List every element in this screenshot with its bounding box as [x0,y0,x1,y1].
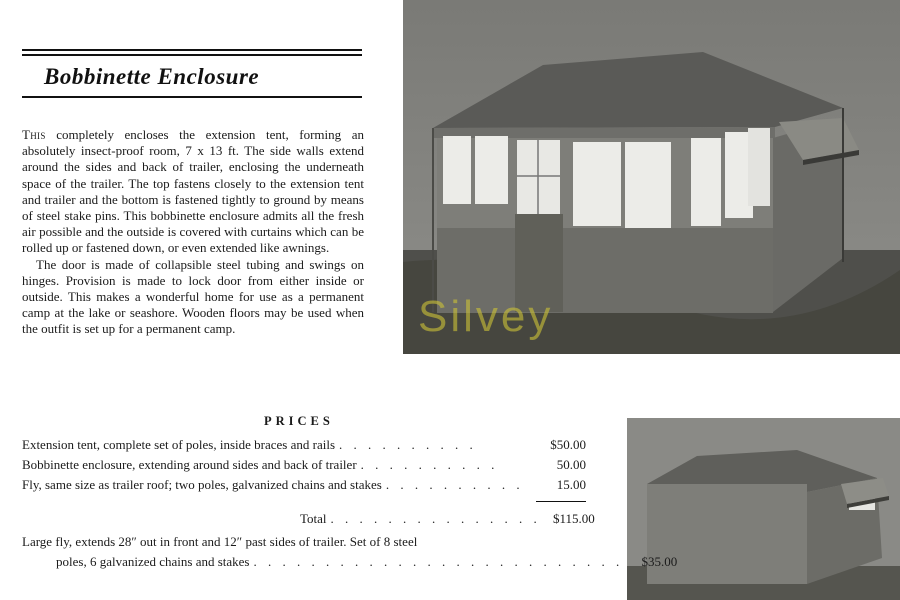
total-price: $115.00 [553,511,595,526]
paragraph-1-text: completely encloses the extension tent, forming an absolutely insect-proof room, 7 x 13 ft. The side walls extend around the sides and back of trailer, enclosing the underneath space of the trailer. The top fastens closely to the extension tent and trailer and the bottom is fastened tightly to ground by means of steel stake pins. This bobbinette enclosure admits all the fresh air possible and the outside is covered with curtains which can be rolled up or fastened down, or even extended like awnings. [22,127,364,256]
paragraph-2: The door is made of collapsible steel tubing and swings on hinges. Provision is made to lock door from either inside or outside. This makes a wonderful home for use as a permanent camp at the lake or seashore. Wooden floors may be used when the outfit is set up for a permanent camp. [22,256,364,337]
price-row-fly [22,476,586,494]
fly-tent-photo-small [627,418,900,600]
prices-heading: PRICES [264,414,334,428]
price-row-large-fly [56,553,678,571]
title-underline-rule [22,96,362,98]
price-leader-dots: . . . . . . . . . . [385,477,524,492]
large-fly-desc-1: Large fly, extends 28″ out in front and 12″ past sides of trailer. Set of 8 steel [22,534,418,549]
price-leader-dots: . . . . . . . . . . [339,437,477,452]
price-row-bobbinette-enclosure [22,456,586,474]
large-fly-line-1 [22,533,586,551]
price-leader-dots: . . . . . . . . . . [360,457,499,472]
enclosure-photo-large [403,0,900,354]
header-rule-second [22,54,362,56]
price-value: 15.00 [556,477,586,492]
watermark-text: Silvey [418,292,554,341]
price-desc: Extension tent, complete set of poles, inside braces and rails [22,437,335,452]
paragraph-1 [22,127,364,257]
price-leader-dots: . . . . . . . . . . . . . . . . . . . . . . . . . . [253,554,624,569]
total-leader-dots: . . . . . . . . . . . . . . . [330,511,541,526]
header-rule-top [22,49,362,51]
price-desc: Bobbinette enclosure, extending around sides and back of trailer [22,457,357,472]
page-title: Bobbinette Enclosure [44,64,260,89]
large-fly-price: $35.00 [641,554,678,569]
price-value: 50.00 [556,457,586,472]
price-desc: Fly, same size as trailer roof; two poles, galvanized chains and stakes [22,477,382,492]
total-sum-rule [536,501,586,502]
large-fly-desc-2: poles, 6 galvanized chains and stakes [56,554,250,569]
price-row-extension-tent [22,436,586,454]
lead-word: This [22,127,46,142]
total-label: Total [300,511,327,526]
price-value: $50.00 [550,437,586,452]
price-row-total [300,510,595,528]
description-text [22,127,364,338]
